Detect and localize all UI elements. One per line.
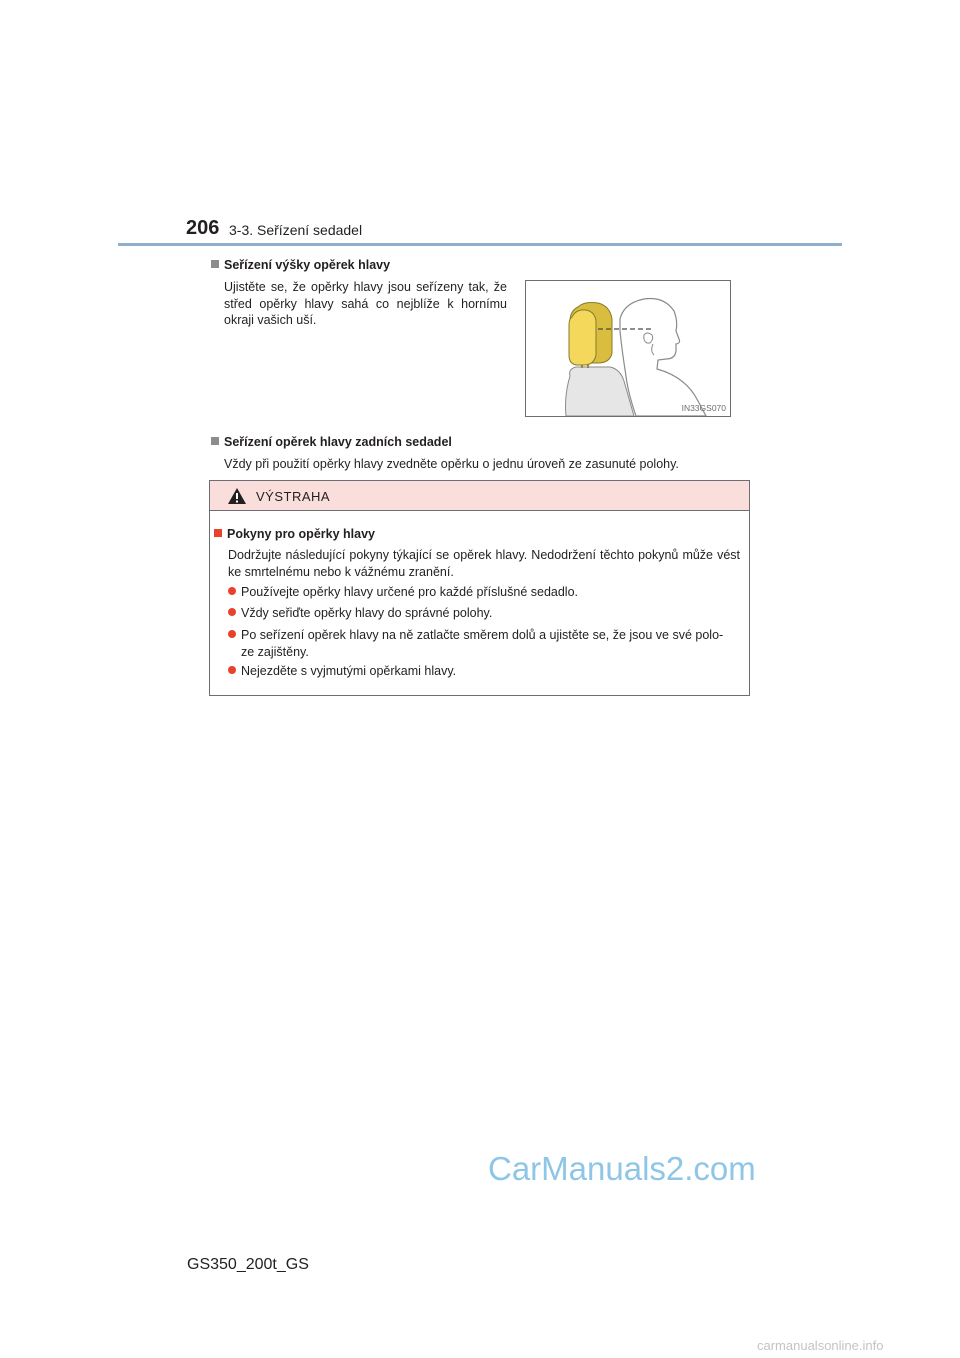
bullet-dot-icon bbox=[228, 608, 236, 616]
footer-site: carmanualsonline.info bbox=[757, 1338, 884, 1353]
warning-label: VÝSTRAHA bbox=[256, 489, 331, 504]
watermark-logo: CarManuals2.com bbox=[488, 1150, 756, 1187]
rear-headrest-text: Vždy při použití opěrky hlavy zvedněte opěrku o jednu úroveň ze zasunuté polohy. bbox=[224, 457, 679, 471]
square-bullet-icon bbox=[211, 437, 219, 445]
footer-model: GS350_200t_GS bbox=[187, 1256, 309, 1273]
headrest-illustration bbox=[526, 281, 730, 416]
header-rule bbox=[118, 243, 842, 246]
warning-item: Používejte opěrky hlavy určené pro každé příslušné sedadlo. bbox=[228, 584, 743, 601]
headrest-figure bbox=[525, 280, 731, 417]
warning-box bbox=[209, 480, 750, 696]
headrest-height-heading: Seřízení výšky opěrek hlavy bbox=[211, 258, 390, 272]
warning-heading: Pokyny pro opěrky hlavy bbox=[214, 527, 375, 541]
warning-item: Vždy seřiďte opěrky hlavy do správné polohy. bbox=[228, 605, 743, 622]
bullet-dot-icon bbox=[228, 630, 236, 638]
square-bullet-icon bbox=[211, 260, 219, 268]
page-number: 206 bbox=[186, 217, 220, 239]
warning-intro: Dodržujte následující pokyny týkající se opěrek hlavy. Nedodržení těchto pokynů může vést ke smrtelnému nebo k vážnému zranění. bbox=[228, 548, 740, 579]
bullet-dot-icon bbox=[228, 666, 236, 674]
headrest-height-text: Ujistěte se, že opěrky hlavy jsou seřízeny tak, že střed opěrky hlavy sahá co nejblíže k hornímu okraji vašich uší. bbox=[224, 280, 507, 327]
bullet-dot-icon bbox=[228, 587, 236, 595]
warning-item: Po seřízení opěrek hlavy na ně zatlačte směrem dolů a ujistěte se, že jsou ve své polo- ze zajištěny. bbox=[228, 627, 743, 660]
rear-headrest-heading: Seřízení opěrek hlavy zadních sedadel bbox=[211, 435, 452, 449]
warning-header bbox=[210, 481, 749, 511]
section-title: 3-3. Seřízení sedadel bbox=[229, 222, 363, 238]
warning-triangle-icon bbox=[227, 487, 247, 505]
figure-code: IN33GS070 bbox=[681, 403, 726, 413]
square-bullet-icon bbox=[214, 529, 222, 537]
warning-item: Nejezděte s vyjmutými opěrkami hlavy. bbox=[228, 663, 743, 680]
